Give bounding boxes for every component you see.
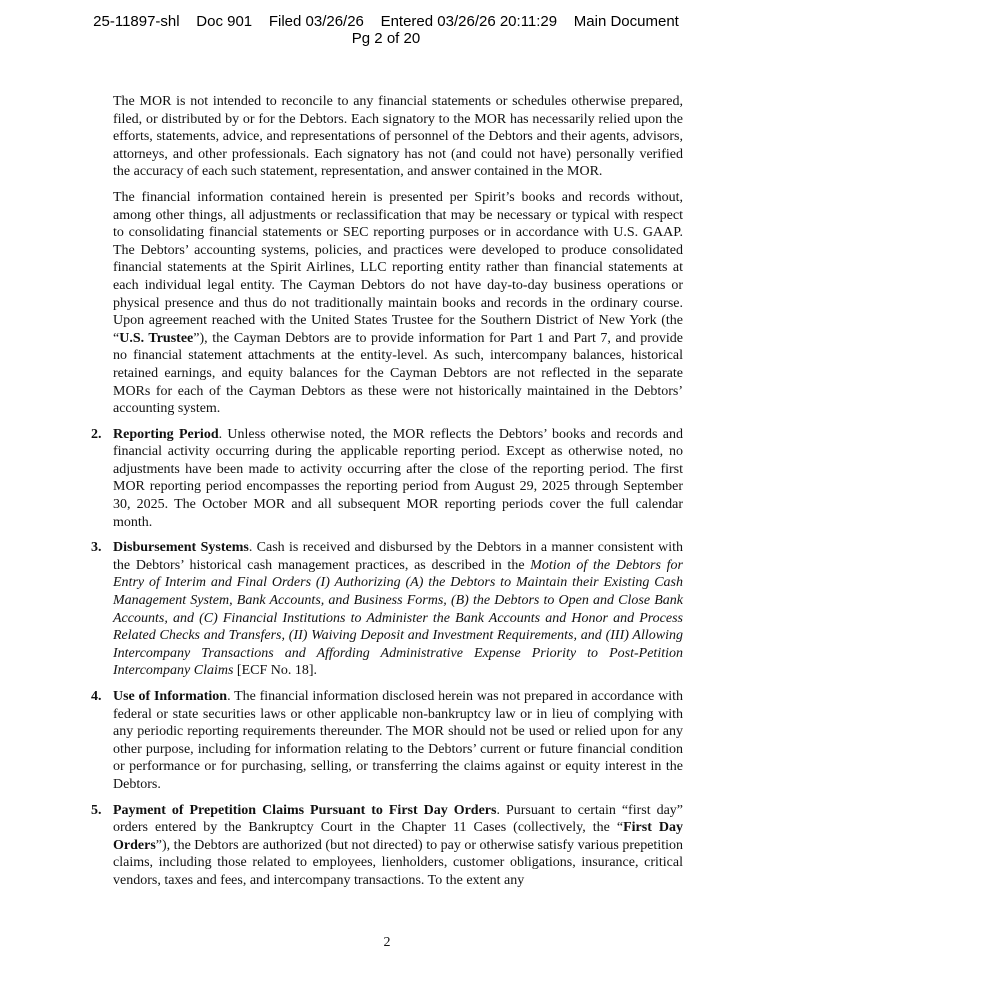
section-prepetition-claims: 5. Payment of Prepetition Claims Pursuant to First Day Orders. Pursuant to certain “first day” orders entered by the Bankruptcy Court in the Chapter 11 Cases (collectively, the “First Day Orders”), the Debtors are authorized (but not directed) to pay or otherwise satisfy various prepetition claims, including those related to employees, lienholders, customer obligations, insurance, critical vendors, taxes and fees, and intercompany transactions. To the extent any [91, 802, 683, 888]
doc-number: Doc 901 [196, 13, 253, 30]
section-heading: Use of Information [113, 689, 228, 704]
section-number: 2. [91, 426, 102, 442]
defined-term-us-trustee: U.S. Trustee [119, 330, 194, 346]
document-body [91, 93, 684, 898]
defined-term-first-day-orders: First Day Orders [113, 820, 683, 853]
case-number: 25-11897-shl [93, 13, 180, 30]
motion-title: Motion of the Debtors for Entry of Interim and Final Orders (I) Authorizing (A) the Debtors to Maintain their Existing Cash Management System, Bank Accounts, and Business Forms, (B) the Debtors to Open and Close Bank Accounts, and (C) Financial Institutions to Administer the Bank Accounts and Honor and Process Related Checks and Transfers, (II) Waiving Deposit and Investment Requirements, and (III) Allowing Intercompany Transactions and Affording Administrative Expense Priority to Post-Petition Intercompany Claims [113, 557, 683, 679]
document-label: Main Document [573, 13, 679, 30]
paragraph-mor-reconcile: The MOR is not intended to reconcile to any financial statements or schedules otherwise prepared, filed, or distributed by or for the Debtors. Each signatory to the MOR has necessarily relied upon the efforts, statements, advice, and representations of personnel of the Debtors and their agents, advisors, attorneys, and other professionals. Each signatory has not (and could not have) personally verified the accuracy of each such statement, representation, and answer contained in the MOR. [113, 94, 683, 180]
section-disbursement-systems [91, 539, 683, 680]
section-reporting-period [91, 426, 683, 532]
section-number: 5. [91, 802, 102, 818]
section-heading: Payment of Prepetition Claims Pursuant to First Day Orders [113, 802, 497, 818]
section-heading: Reporting Period [113, 426, 219, 442]
section-text: . Pursuant to certain “first day” orders entered by the Bankruptcy Court in the Chapter 11 Cases (collectively, the “ [113, 802, 683, 836]
section-number: 3. [91, 540, 102, 556]
section-text: . Unless otherwise noted, the MOR reflects the Debtors’ books and records and financial activity occurring during the applicable reporting period. Except as otherwise noted, no adjustments have been made to activity occurring after the close of the reporting period. The first MOR reporting period encompasses the reporting period from August 29, 2025 through September 30, 2025. The October MOR and all subsequent MOR reporting periods cover the full calendar month. [113, 426, 683, 530]
paragraph-financial-info: The financial information contained herein is presented per Spirit’s books and records without, among other things, all adjustments or reclassification that may be necessary or typical with respect to consolidating financial statements or SEC reporting purposes or in accordance with U.S. GAAP. The Debtors’ accounting systems, policies, and practices were developed to produce consolidated financial statements at the Spirit Airlines, LLC reporting entity rather than financial statements at each individual legal entity. The Cayman Debtors do not have day-to-day business operations or physical presence and thus do not traditionally maintain books and records in the ordinary course. Upon agreement reached with the United States Trustee for the Southern District of New York (the “U.S. Trustee”), the Cayman Debtors are to provide information for Part 1 and Part 7, and provide no financial statement attachments at the entity-level. As such, intercompany balances, historical retained earnings, and equity balances for the Cayman Debtors are not reflected in the separate MORs for each of the Cayman Debtors as these were not historically maintained in the Debtors’ accounting system. [113, 189, 684, 417]
ecf-reference: [ECF No. 18]. [233, 663, 318, 679]
filed-date: Filed 03/26/26 [268, 13, 364, 30]
section-heading: Disbursement Systems [113, 540, 249, 556]
page-count: Pg 2 of 20 [351, 30, 421, 47]
court-filing-header [86, 13, 686, 47]
section-number: 4. [91, 689, 102, 704]
section-use-of-information [91, 688, 683, 794]
section-text: . Cash is received and disbursed by the Debtors in a manner consistent with the Debtors’ historical cash management practices, as described in the [113, 540, 683, 573]
section-text: . The financial information disclosed herein was not prepared in accordance with federal or state securities laws or other applicable non-bankruptcy law or in lieu of complying with any periodic reporting requirements thereunder. The MOR should not be used or relied upon for any other purpose, including for information relating to the Debtors’ current or future financial condition or performance or for purchasing, selling, or transferring the claims against or equity interest in the Debtors. [113, 689, 683, 792]
entered-date: Entered 03/26/26 20:11:29 [380, 13, 558, 30]
page-number: 2 [383, 935, 391, 950]
header-line-1 [86, 13, 686, 30]
